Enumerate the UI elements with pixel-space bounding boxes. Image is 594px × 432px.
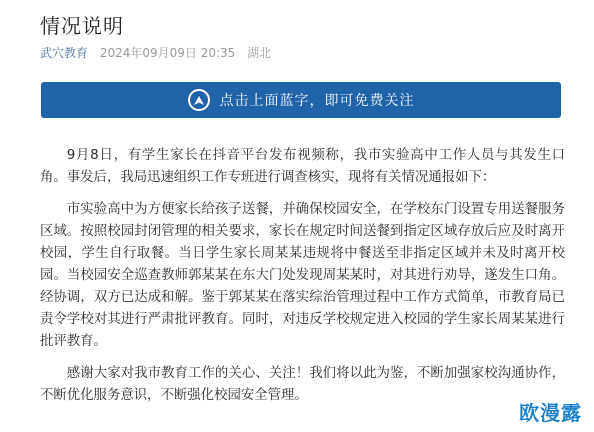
location: 湖北 <box>247 46 272 60</box>
article-title: 情况说明 <box>40 14 124 38</box>
follow-banner-text: 点击上面蓝字，即可免费关注 <box>219 93 415 109</box>
paragraph: 市实验高中为方便家长给孩子送餐，并确保校园安全，在学校东门设置专用送餐服务区域。按照校园封闭管理的相关要求，家长在规定时间送餐到指定区域存放后应及时离开校园，学生自行取餐。当日学生家长周某某违规将中餐送至非指定区域并未及时离开校园。当校园安全巡查教师郭某某在东大门处发现周某某时，对其进行劝导，遂发生口角。经协调，双方已达成和解。鉴于郭某某在落实综治管理过程中工作方式简单，市教育局已责令学校对其进行严肃批评教育。同时，对违反学校规定进入校园的学生家长周某某进行批评教育。 <box>40 202 565 349</box>
paragraph: 感谢大家对我市教育工作的关心、关注！我们将以此为鉴，不断加强家校沟通协作，不断优化服务意识，不断强化校园安全管理。 <box>40 366 565 403</box>
article-body <box>40 145 565 417</box>
source-link[interactable]: 武穴教育 <box>40 46 89 60</box>
paragraph: 9月8日，有学生家长在抖音平台发布视频称，我市实验高中工作人员与其发生口角。事发后，我局迅速组织工作专班进行调查核实，现将有关情况通报如下： <box>40 148 565 185</box>
up-arrow-circle-icon <box>188 89 210 111</box>
publish-date: 2024年09月09日 20:35 <box>99 46 236 60</box>
watermark: 欧漫露 <box>519 401 582 425</box>
follow-banner[interactable] <box>41 82 561 118</box>
article-meta <box>40 44 271 61</box>
